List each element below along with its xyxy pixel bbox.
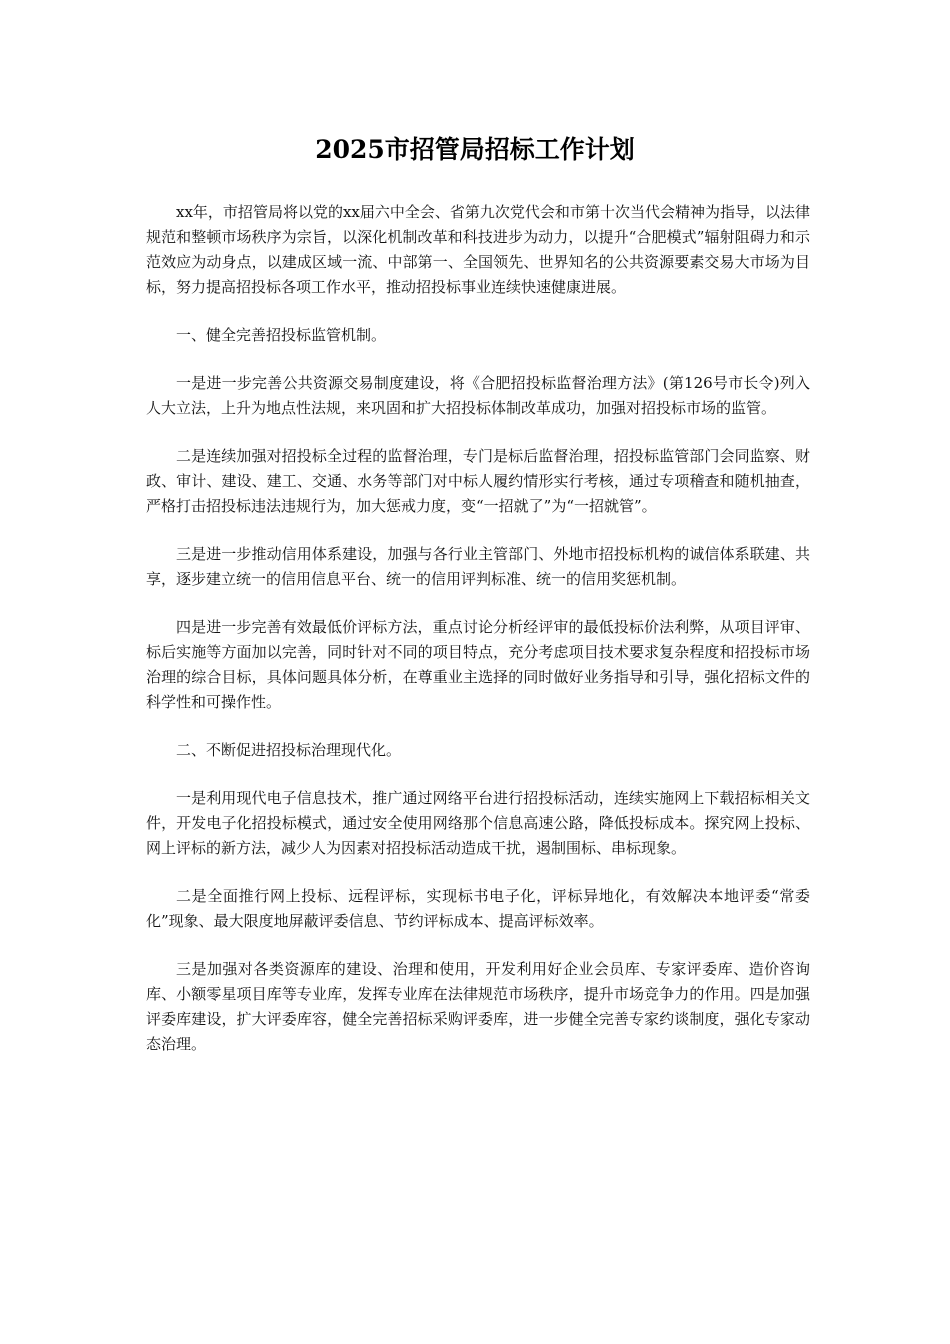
- section-2-item-3: 三是加强对各类资源库的建设、治理和使用，开发利用好企业会员库、专家评委库、造价咨询库、小额零星项目库等专业库，发挥专业库在法律规范市场秩序，提升市场竞争力的作用。四是加强评委库建设，扩大评委库容，健全完善招标采购评委库，进一步健全完善专家约谈制度，强化专家动态治理。: [146, 960, 810, 1053]
- document-body: [146, 200, 810, 1080]
- section-2-item-1: 一是利用现代电子信息技术，推广通过网络平台进行招投标活动，连续实施网上下载招标相关文件，开发电子化招投标模式，通过安全使用网络那个信息高速公路，降低投标成本。探究网上投标、网上评标的新方法，减少人为因素对招投标活动造成干扰，遏制围标、串标现象。: [146, 789, 810, 857]
- section-1-item-3: 三是进一步推动信用体系建设，加强与各行业主管部门、外地市招投标机构的诚信体系联建、共享，逐步建立统一的信用信息平台、统一的信用评判标准、统一的信用奖惩机制。: [146, 545, 810, 588]
- section-heading-2: 二、不断促进招投标治理现代化。: [176, 741, 402, 759]
- section-1-item-4: 四是进一步完善有效最低价评标方法，重点讨论分析经评审的最低投标价法利弊，从项目评审、标后实施等方面加以完善，同时针对不同的项目特点，充分考虑项目技术要求复杂程度和招投标市场治理的综合目标，具体问题具体分析，在尊重业主选择的同时做好业务指导和引导，强化招标文件的科学性和可操作性。: [146, 618, 810, 711]
- section-1-item-2: 二是连续加强对招投标全过程的监督治理，专门是标后监督治理，招投标监管部门会同监察、财政、审计、建设、建工、交通、水务等部门对中标人履约情形实行考核，通过专项稽查和随机抽查，严格打击招投标违法违规行为，加大惩戒力度，变“一招就了”为“一招就管”。: [146, 447, 810, 515]
- section-heading-1: 一、健全完善招投标监管机制。: [176, 326, 387, 344]
- document-title: 2025市招管局招标工作计划: [315, 135, 635, 164]
- section-2-item-2: 二是全面推行网上投标、远程评标，实现标书电子化，评标异地化，有效解决本地评委“常委化”现象、最大限度地屏蔽评委信息、节约评标成本、提高评标效率。: [146, 887, 810, 930]
- intro-paragraph: xx年，市招管局将以党的xx届六中全会、省第九次党代会和市第十次当代会精神为指导，以法律规范和整顿市场秩序为宗旨，以深化机制改革和科技进步为动力，以提升“合肥模式”辐射阻碍力和示范效应为动身点，以建成区域一流、中部第一、全国领先、世界知名的公共资源要素交易大市场为目标，努力提高招投标各项工作水平，推动招投标事业连续快速健康进展。: [146, 203, 810, 296]
- section-1-item-1: 一是进一步完善公共资源交易制度建设，将《合肥招投标监督治理方法》(第126号市长令)列入人大立法，上升为地点性法规，来巩固和扩大招投标体制改革成功，加强对招投标市场的监管。: [146, 374, 810, 417]
